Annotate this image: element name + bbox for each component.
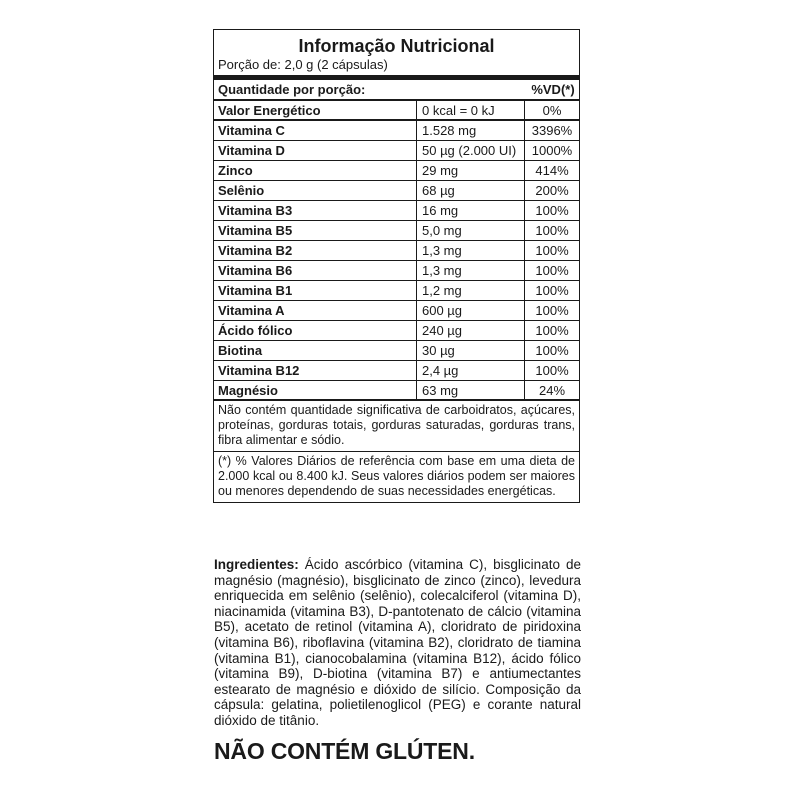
table-row xyxy=(214,121,579,141)
nutrient-name: Vitamina A xyxy=(214,301,417,320)
nutrient-name: Valor Energético xyxy=(214,101,417,119)
nutrient-vd: 24% xyxy=(538,383,566,398)
nutrient-name: Vitamina B5 xyxy=(214,221,417,240)
nutrient-quantity: 68 µg xyxy=(417,181,525,200)
ingredients-paragraph xyxy=(214,557,581,729)
nutrient-vd: 414% xyxy=(535,163,569,178)
table-row xyxy=(214,241,579,261)
nutrient-quantity: 1,3 mg xyxy=(417,241,525,260)
nutrient-name: Vitamina B3 xyxy=(214,201,417,220)
nutrient-name: Vitamina D xyxy=(214,141,417,160)
nutrient-quantity: 1.528 mg xyxy=(417,121,525,140)
nutrient-quantity: 16 mg xyxy=(417,201,525,220)
nutrient-name: Vitamina C xyxy=(214,121,417,140)
table-row xyxy=(214,361,579,381)
nutrient-name: Vitamina B1 xyxy=(214,281,417,300)
nutrient-vd: 100% xyxy=(535,203,569,218)
nutrient-vd: 1000% xyxy=(531,143,573,158)
table-row xyxy=(214,281,579,301)
nutrient-vd: 100% xyxy=(535,363,569,378)
table-row xyxy=(214,141,579,161)
table-row xyxy=(214,101,579,121)
nutrient-vd: 100% xyxy=(535,263,569,278)
portion-size: Porção de: 2,0 g (2 cápsulas) xyxy=(214,57,579,80)
panel-title: Informação Nutricional xyxy=(298,36,495,56)
table-row xyxy=(214,181,579,201)
table-row xyxy=(214,301,579,321)
note-not-significant: Não contém quantidade significativa de carboidratos, açúcares, proteínas, gorduras totais, gorduras saturadas, gorduras trans, fibra alimentar e sódio. xyxy=(214,401,579,452)
header-vd-label: %VD(*) xyxy=(531,82,575,97)
table-header xyxy=(214,80,579,101)
nutrient-vd: 0% xyxy=(542,103,562,118)
nutrient-vd: 100% xyxy=(535,303,569,318)
nutrient-name: Magnésio xyxy=(214,381,417,399)
ingredients-label: Ingredientes: xyxy=(214,557,299,572)
header-quantity-label: Quantidade por porção: xyxy=(218,82,366,97)
nutrient-quantity: 5,0 mg xyxy=(417,221,525,240)
nutrient-vd: 100% xyxy=(535,283,569,298)
nutrient-quantity: 600 µg xyxy=(417,301,525,320)
nutrient-name: Vitamina B12 xyxy=(214,361,417,380)
nutrient-quantity: 50 µg (2.000 UI) xyxy=(417,141,525,160)
note-daily-values: (*) % Valores Diários de referência com base em uma dieta de 2.000 kcal ou 8.400 kJ. Seus valores diários podem ser maiores ou menores dependendo de suas necessidades energéticas. xyxy=(218,454,575,498)
table-row xyxy=(214,161,579,181)
nutrition-facts-panel xyxy=(213,29,580,503)
nutrient-quantity: 2,4 µg xyxy=(417,361,525,380)
nutrient-vd: 200% xyxy=(535,183,569,198)
nutrient-vd: 100% xyxy=(535,323,569,338)
table-row xyxy=(214,261,579,281)
nutrient-vd: 100% xyxy=(535,223,569,238)
table-row xyxy=(214,221,579,241)
ingredients-text: Ácido ascórbico (vitamina C), bisglicinato de magnésio (magnésio), bisglicinato de zinco (zinco), levedura enriquecida em selênio (selênio), colecalciferol (vitamina D), niacinamida (vitamina B3), D-pantotenato de cálcio (vitamina B5), acetato de retinol (vitamina A), cloridrato de piridoxina (vitamina B6), riboflavina (vitamina B2), cloridrato de tiamina (vitamina B1), cianocobalamina (vitamina B12), ácido fólico (vitamina B9), D-biotina (vitamina B7) e antiumectantes estearato de magnésio e dióxido de silício. Composição da cápsula: gelatina, polietilenoglicol (PEG) e corante natural dióxido de titânio. xyxy=(214,557,581,728)
nutrient-quantity: 0 kcal = 0 kJ xyxy=(417,101,525,119)
nutrient-name: Ácido fólico xyxy=(214,321,417,340)
nutrient-rows xyxy=(214,101,579,401)
nutrient-name: Selênio xyxy=(214,181,417,200)
table-row xyxy=(214,341,579,361)
nutrient-quantity: 63 mg xyxy=(417,381,525,399)
table-row xyxy=(214,321,579,341)
nutrient-quantity: 30 µg xyxy=(417,341,525,360)
table-row xyxy=(214,381,579,401)
nutrient-name: Zinco xyxy=(214,161,417,180)
table-row xyxy=(214,201,579,221)
nutrient-quantity: 1,3 mg xyxy=(417,261,525,280)
nutrient-vd: 100% xyxy=(535,243,569,258)
nutrient-name: Vitamina B6 xyxy=(214,261,417,280)
nutrient-quantity: 1,2 mg xyxy=(417,281,525,300)
nutrient-name: Biotina xyxy=(214,341,417,360)
nutrient-quantity: 240 µg xyxy=(417,321,525,340)
nutrient-vd: 3396% xyxy=(531,123,573,138)
gluten-warning: NÃO CONTÉM GLÚTEN. xyxy=(214,738,475,764)
nutrient-quantity: 29 mg xyxy=(417,161,525,180)
nutrient-name: Vitamina B2 xyxy=(214,241,417,260)
nutrient-vd: 100% xyxy=(535,343,569,358)
